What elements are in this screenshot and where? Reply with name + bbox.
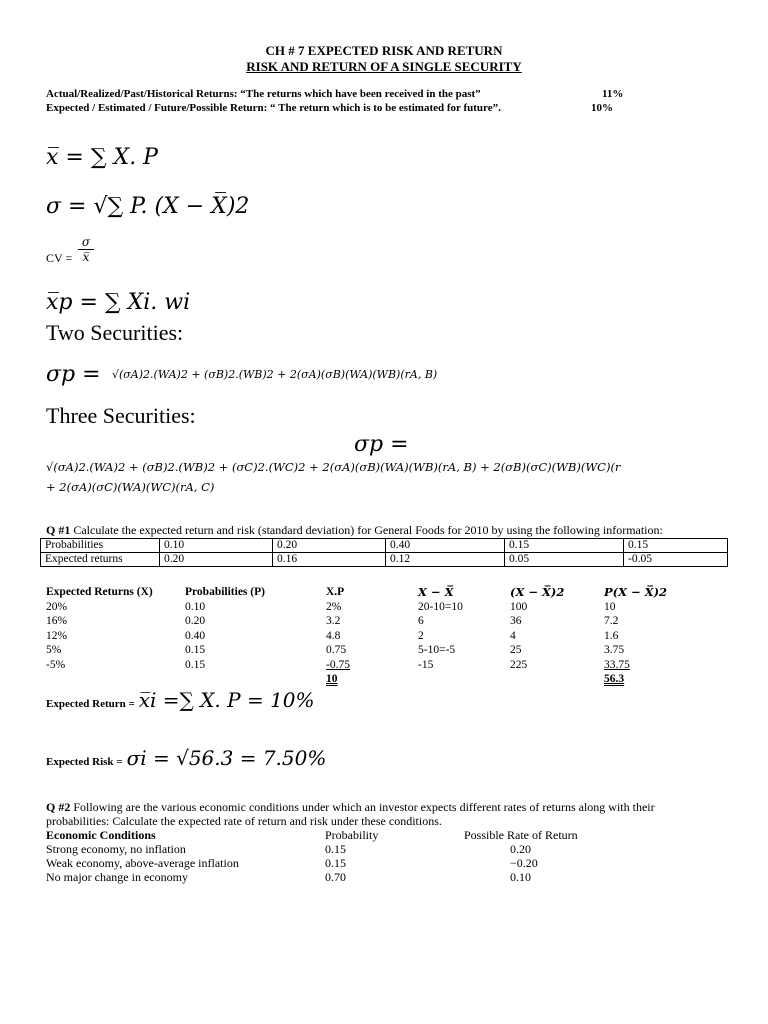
q1-question xyxy=(46,523,663,538)
table-cell: Expected returns xyxy=(41,553,160,567)
expected-return-result xyxy=(46,688,315,712)
list-item: 0.75 xyxy=(326,644,347,656)
table-cell: 0.12 xyxy=(386,553,505,567)
list-item: 3.75 xyxy=(604,644,625,656)
table-cell: 0.70 xyxy=(325,870,346,884)
column-deviation xyxy=(418,585,463,672)
q2-label: Q #2 xyxy=(46,800,71,814)
column-header: X.P xyxy=(326,586,345,598)
table-cell: 0.10 xyxy=(160,539,273,553)
expected-returns-definition: Expected / Estimated / Future/Possible Return: “ The return which is to be estimated for future”. xyxy=(46,102,501,114)
column-xp xyxy=(326,585,350,687)
list-item: 100 xyxy=(510,600,528,613)
page-subtitle: RISK AND RETURN OF A SINGLE SECURITY xyxy=(246,59,522,74)
q2-text-line1: Following are the various economic conditions under which an investor expects different rates of returns along with their xyxy=(73,800,655,814)
list-item: 225 xyxy=(510,658,528,671)
portfolio-return-formula: x̅p = ∑ Xi. wi xyxy=(46,290,191,315)
table-row xyxy=(41,553,728,567)
table-cell: Probabilities xyxy=(41,539,160,553)
q1-label: Q #1 xyxy=(46,523,71,537)
column-header: (X − X̅)2 xyxy=(510,585,565,599)
list-item: 10 xyxy=(604,600,616,613)
table-cell: 0.20 xyxy=(160,553,273,567)
expected-return-label: Expected Return = xyxy=(46,698,135,710)
table-cell: 0.15 xyxy=(505,539,624,553)
table-cell: 0.15 xyxy=(624,539,728,553)
std-dev-formula: σ = √∑ P. (X − X̅)2 xyxy=(46,194,250,219)
actual-returns-value: 11% xyxy=(602,88,624,100)
list-item: 0.15 xyxy=(185,658,206,671)
expected-returns-value: 10% xyxy=(591,102,613,114)
three-securities-lhs: σp = xyxy=(354,432,409,457)
three-securities-formula-line2: + 2(σA)(σC)(WA)(WC)(rA, C) xyxy=(46,480,215,494)
cv-fraction xyxy=(78,235,94,264)
table-cell: No major change in economy xyxy=(46,870,188,884)
list-item: 0.20 xyxy=(185,615,206,627)
list-item: 36 xyxy=(510,615,522,627)
cv-numerator: σ xyxy=(78,235,94,250)
column-expected-returns xyxy=(46,585,153,672)
list-item: 33.75 xyxy=(604,658,630,671)
column-total: 56.3 xyxy=(604,673,625,685)
list-item: 0.15 xyxy=(185,644,206,656)
three-securities-formula-line1: √(σA)2.(WA)2 + (σB)2.(WB)2 + (σC)2.(WC)2 + 2(σA)(σB)(WA)(WB)(rA, B) + 2(σB)(σC)(WB)(WC)(r xyxy=(46,460,621,474)
list-item: 0.40 xyxy=(185,629,206,642)
two-securities-formula: √(σA)2.(WA)2 + (σB)2.(WB)2 + 2(σA)(σB)(WA)(WB)(rA, B) xyxy=(112,368,438,381)
table-cell: 0.15 xyxy=(325,856,346,870)
expected-risk-result xyxy=(46,746,326,770)
list-item: 12% xyxy=(46,629,68,642)
table-cell: 0.05 xyxy=(505,553,624,567)
column-probabilities xyxy=(185,585,265,672)
column-header: P(X − X̅)2 xyxy=(604,585,668,599)
list-item: 20-10=10 xyxy=(418,600,463,613)
table-cell: -0.05 xyxy=(624,553,728,567)
column-header: Probabilities (P) xyxy=(185,586,265,598)
list-item: 4.8 xyxy=(326,629,341,642)
column-header: Expected Returns (X) xyxy=(46,586,153,598)
list-item: 16% xyxy=(46,615,68,627)
list-item: 4 xyxy=(510,629,516,642)
table-cell: 0.15 xyxy=(325,842,346,856)
q2-text-line2: probabilities: Calculate the expected rate of return and risk under these conditions. xyxy=(46,814,442,828)
table-row xyxy=(41,539,728,553)
list-item: 0.10 xyxy=(185,600,206,613)
table-cell: 0.16 xyxy=(273,553,386,567)
expected-risk-label: Expected Risk = xyxy=(46,756,123,768)
list-item: 2 xyxy=(418,629,424,642)
list-item: 7.2 xyxy=(604,615,619,627)
list-item: 5-10=-5 xyxy=(418,644,456,656)
list-item: 20% xyxy=(46,600,68,613)
list-item: -15 xyxy=(418,658,434,671)
q2-header-conditions: Economic Conditions xyxy=(46,828,156,842)
column-total: 10 xyxy=(326,673,338,685)
table-cell: 0.20 xyxy=(510,842,531,856)
q2-header-rate: Possible Rate of Return xyxy=(464,828,578,842)
column-header: X − X̅ xyxy=(418,585,454,599)
table-cell: 0.40 xyxy=(386,539,505,553)
q1-text: Calculate the expected return and risk (standard deviation) for General Foods for 2010 by using the following information: xyxy=(73,523,663,537)
table-cell: Weak economy, above-average inflation xyxy=(46,856,239,870)
q1-info-table xyxy=(40,538,728,567)
table-cell: 0.10 xyxy=(510,870,531,884)
column-weighted-squared-deviation xyxy=(604,585,667,687)
list-item: 1.6 xyxy=(604,629,619,642)
q2-question-line1 xyxy=(46,800,655,814)
list-item: -0.75 xyxy=(326,658,350,671)
two-securities-lhs: σp = xyxy=(46,362,101,387)
actual-returns-definition: Actual/Realized/Past/Historical Returns: “The returns which have been received in the past” xyxy=(46,88,481,100)
cv-label: CV = xyxy=(46,251,73,265)
two-securities-heading: Two Securities: xyxy=(46,320,184,345)
column-squared-deviation xyxy=(510,585,564,672)
three-securities-heading: Three Securities: xyxy=(46,403,196,428)
page-title: CH # 7 EXPECTED RISK AND RETURN xyxy=(265,43,503,58)
expected-risk-formula: σi = √56.3 = 7.50% xyxy=(126,746,327,770)
list-item: 2% xyxy=(326,600,342,613)
list-item: 3.2 xyxy=(326,615,341,627)
table-cell: −0.20 xyxy=(510,856,538,870)
mean-formula: x̅ = ∑ X. P xyxy=(46,145,158,170)
table-cell: 0.20 xyxy=(273,539,386,553)
list-item: -5% xyxy=(46,658,66,671)
list-item: 25 xyxy=(510,644,522,656)
expected-return-formula: x̅i =∑ X. P = 10% xyxy=(138,688,315,712)
q2-header-probability: Probability xyxy=(325,828,379,842)
cv-denominator: x̅ xyxy=(82,250,90,264)
list-item: 5% xyxy=(46,644,62,656)
list-item: 6 xyxy=(418,615,424,627)
table-cell: Strong economy, no inflation xyxy=(46,842,186,856)
